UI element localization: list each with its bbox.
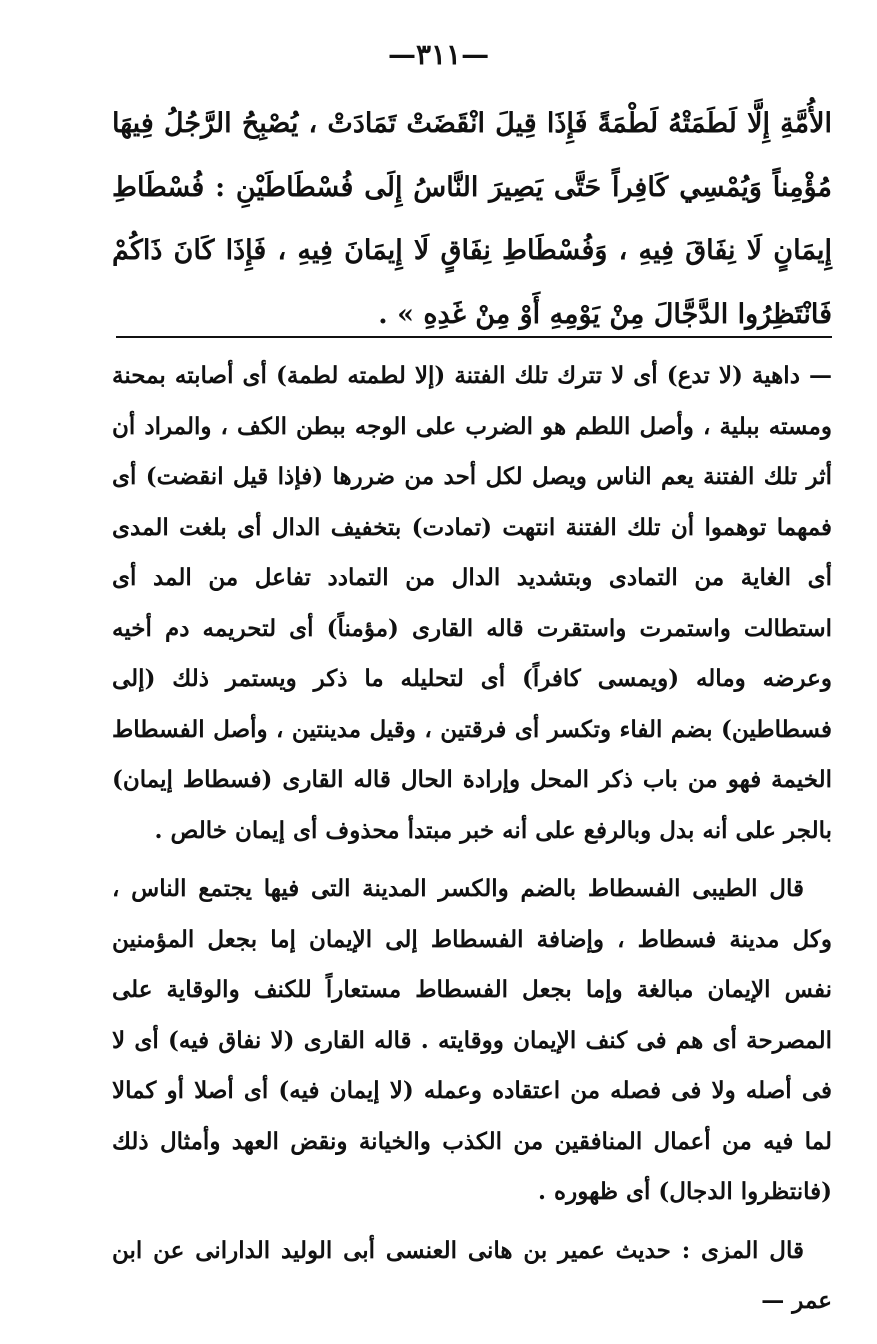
hadith-text: الأُمَّةِ إِلَّا لَطَمَتْهُ لَطْمَةً فَإِذَا قِيلَ انْقَضَتْ تَمَادَتْ ، يُصْبِحُ الرَّجُلُ فِيهَا مُؤْمِناً وَيُمْسِي كَافِراً حَتَّى يَصِيرَ النَّاسُ إِلَى فُسْطَاطَيْنِ : فُسْطَاطِ إِيمَانٍ لَا نِفَاقَ فِيهِ ، وَفُسْطَاطِ نِفَاقٍ لَا إِيمَانَ فِيهِ ، فَإِذَا كَانَ ذَاكُمْ فَانْتَظِرُوا الدَّجَّالَ مِنْ يَوْمِهِ أَوْ مِنْ غَدِهِ » . [112,108,832,330]
hadith-text-block [112,92,832,346]
commentary-paragraph-2: قال الطيبى الفسطاط بالضم والكسر المدينة التى فيها يجتمع الناس ، وكل مدينة فسطاط ، وإضافة الفسطاط إلى الإيمان إما بجعل المؤمنين نفس الإيمان مبالغة وإما بجعل الفسطاط مستعاراً للكنف والوقاية على المصرحة أى هم فى كنف الإيمان ووقايته . قاله القارى (لا نفاق فيه) أى لا فى أصله ولا فى فصله من اعتقاده وعمله (لا إيمان فيه) أى أصلا أو كمالا لما فيه من أعمال المنافقين من الكذب والخيانة ونقض العهد وأمثال ذلك (فانتظروا الدجال) أى ظهوره . [112,875,832,1205]
footnote-divider [116,336,832,338]
page-number: —٣١١— [387,38,490,71]
commentary-paragraph-1: — داهية (لا تدع) أى لا تترك تلك الفتنة (إلا لطمته لطمة) أى أصابته بمحنة ومسته ببلية ، وأصل اللطم هو الضرب على الوجه ببطن الكف ، والمراد أن أثر تلك الفتنة يعم الناس ويصل لكل أحد من ضررها (فإذا قيل انقضت) أى فمهما توهموا أن تلك الفتنة انتهت (تمادت) بتخفيف الدال أى بلغت المدى أى الغاية من التمادى وبتشديد الدال من التمادد تفاعل من المد أى استطالت واستمرت واستقرت قاله القارى (مؤمناً) أى لتحريمه دم أخيه وعرضه وماله (ويمسى كافراً) أى لتحليله ما ذكر ويستمر ذلك (إلى فسطاطين) بضم الفاء وتكسر أى فرقتين ، وقيل مدينتين ، وأصل الفسطاط الخيمة فهو من باب ذكر المحل وإرادة الحال قاله القارى (فسطاط إيمان) بالجر على أنه بدل وبالرفع على أنه خبر مبتدأ محذوف أى إيمان خالص . [112,362,832,844]
commentary-block [112,351,832,1327]
commentary-paragraph-3: قال المزى : حديث عمير بن هانى العنسى أبى الوليد الدارانى عن ابن عمر — [112,1236,832,1314]
